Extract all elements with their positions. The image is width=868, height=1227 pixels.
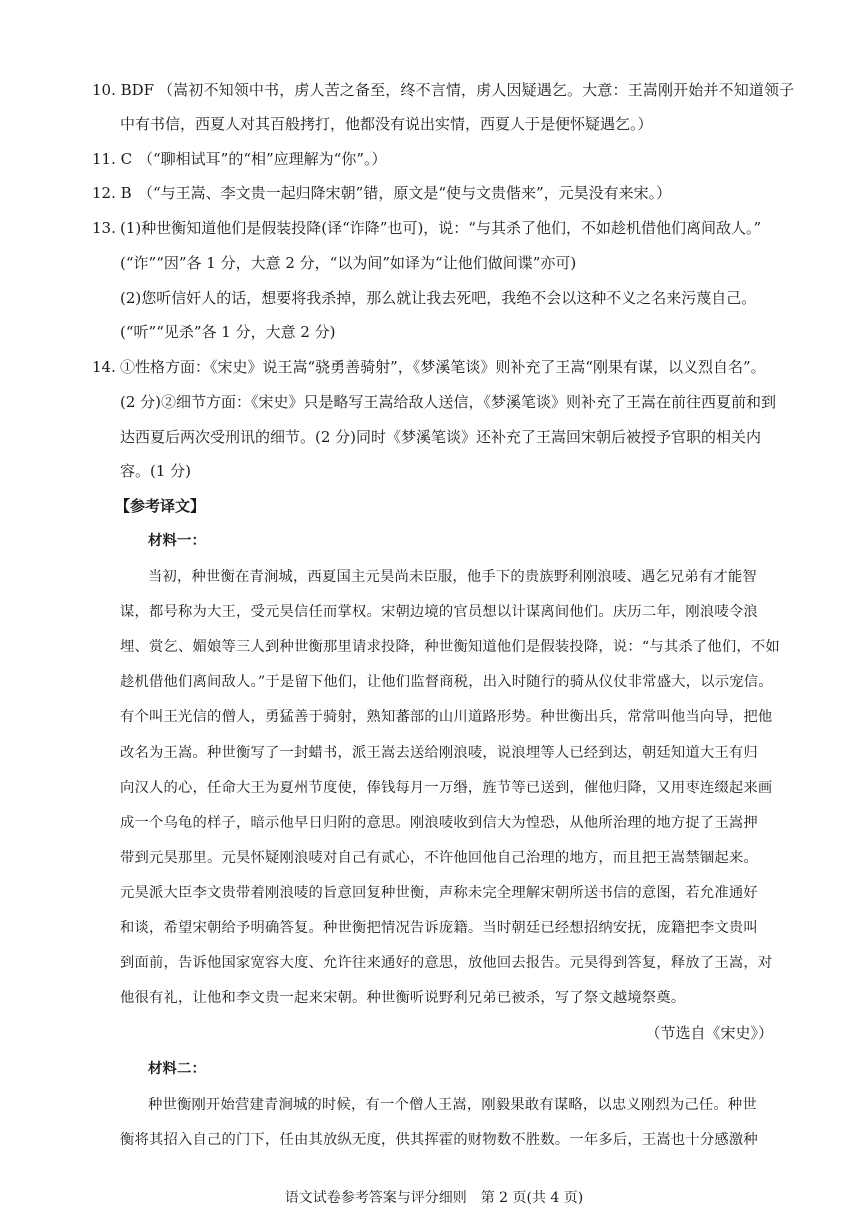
material-1-line: 谋，都号称为大王，受元昊信任而掌权。宋朝边境的官员想以计谋离间他们。庆历二年，刚浪唛令浪 bbox=[120, 604, 758, 620]
material-1-line: 埋、赏乞、媚娘等三人到种世衡那里请求投降，种世衡知道他们是假装投降，说：“与其杀了他们，不如 bbox=[120, 639, 780, 655]
material-1-line: 有个叫王光信的僧人，勇猛善于骑射，熟知蕃部的山川道路形势。种世衡出兵，常常叫他当向导，把他 bbox=[120, 709, 773, 725]
q10-line-1: （嵩初不知领中书，虏人苦之备至，终不言情，虏人因疑遇乞。大意：王嵩刚开始并不知道领子 bbox=[158, 81, 795, 99]
material-1-line: 成一个乌龟的样子，暗示他早日归附的意思。刚浪唛收到信大为惶恐，从他所治理的地方捉了王嵩押 bbox=[120, 815, 758, 831]
q10-line-2: 中有书信，西夏人对其百般拷打，他都没有说出实情，西夏人于是便怀疑遇乞。） bbox=[120, 115, 653, 133]
q13-line-3: (2)您听信奸人的话，想要将我杀掉，那么就让我去死吧，我绝不会以这种不义之名来污蔑自己。 bbox=[120, 289, 757, 307]
q11-text: （“聊相试耳”的“相”应理解为“你”。） bbox=[138, 150, 387, 168]
q10-number: 10. BDF bbox=[92, 81, 155, 99]
material-1-line: 趁机借他们离间敌人。”于是留下他们，让他们监督商税，出入时随行的骑从仪仗非常盛大，以示宠信。 bbox=[120, 674, 773, 690]
material-2-line: 衡将其招入自己的门下，任由其放纵无度，供其挥霍的财物数不胜数。一年多后，王嵩也十分感激种 bbox=[120, 1132, 758, 1148]
q13-number: 13. bbox=[92, 219, 116, 237]
q14-line-2: (2 分)②细节方面：《宋史》只是略写王嵩给敌人送信，《梦溪笔谈》则补充了王嵩在前往西夏前和到 bbox=[120, 393, 777, 411]
q12-number: 12. B bbox=[92, 184, 132, 202]
material-1-line: 他很有礼，让他和李文贵一起来宋朝。种世衡听说野利兄弟已被杀，写了祭文越境祭奠。 bbox=[120, 990, 686, 1006]
translation-heading: 【参考译文】 bbox=[115, 497, 206, 515]
q12-text: （“与王嵩、李文贵一起归降宋朝”错，原文是“使与文贵偕来”，元昊没有来宋。） bbox=[138, 184, 672, 202]
material-1-line: 元昊派大臣李文贵带着刚浪唛的旨意回复种世衡，声称未完全理解宋朝所送书信的意图，若允准通好 bbox=[120, 885, 758, 901]
material-1-line: 当初，种世衡在青涧城，西夏国主元昊尚未臣服，他手下的贵族野利刚浪唛、遇乞兄弟有才能智 bbox=[148, 569, 757, 585]
q13-line-1: (1)种世衡知道他们是假装投降(译“诈降”也可)，说：“与其杀了他们，不如趁机借他们离间敌人。” bbox=[120, 219, 762, 237]
material-1-line: 到面前，告诉他国家宽容大度、允许往来通好的意思，放他回去报告。元昊得到答复，释放了王嵩，对 bbox=[120, 955, 773, 971]
material-1-line: 带到元昊那里。元昊怀疑刚浪唛对自己有贰心，不许他回他自己治理的地方，而且把王嵩禁锢起来。 bbox=[120, 850, 758, 866]
q14-line-1: ①性格方面：《宋史》说王嵩“骁勇善骑射”，《梦溪笔谈》则补充了王嵩“刚果有谋，以义烈自名”。 bbox=[120, 358, 766, 376]
q11-number: 11. C bbox=[92, 150, 133, 168]
page-footer: 语文试卷参考答案与评分细则 第 2 页(共 4 页) bbox=[284, 1190, 584, 1206]
material-1-line: 改名为王嵩。种世衡写了一封蜡书，派王嵩去送给刚浪唛，说浪埋等人已经到达，朝廷知道大王有归 bbox=[120, 745, 758, 761]
q13-line-2: (“诈”“因”各 1 分，大意 2 分，“以为间”如译为“让他们做间谍”亦可) bbox=[120, 254, 577, 272]
material-1-title: 材料一： bbox=[148, 533, 206, 549]
q13-line-4: (“听”“见杀”各 1 分，大意 2 分) bbox=[120, 323, 336, 341]
material-2-line: 种世衡刚开始营建青涧城的时候，有一个僧人王嵩，刚毅果敢有谋略，以忠义刚烈为己任。种世 bbox=[148, 1097, 757, 1113]
material-1-line: 向汉人的心，任命大王为夏州节度使，俸钱每月一万缗，旌节等已送到，催他归降，又用枣连缀起来画 bbox=[120, 780, 773, 796]
q14-line-4: 容。(1 分) bbox=[120, 462, 192, 480]
material-2-title: 材料二： bbox=[148, 1061, 206, 1077]
q14-number: 14. bbox=[92, 358, 116, 376]
q14-line-3: 达西夏后两次受刑讯的细节。(2 分)同时《梦溪笔谈》还补充了王嵩回宋朝后被授予官职的相关内 bbox=[120, 428, 762, 446]
material-1-source: （节选自《宋史》） bbox=[645, 1024, 773, 1042]
material-1-line: 和谈，希望宋朝给予明确答复。种世衡把情况告诉庞籍。当时朝廷已经想招纳安抚，庞籍把李文贵叫 bbox=[120, 920, 758, 936]
